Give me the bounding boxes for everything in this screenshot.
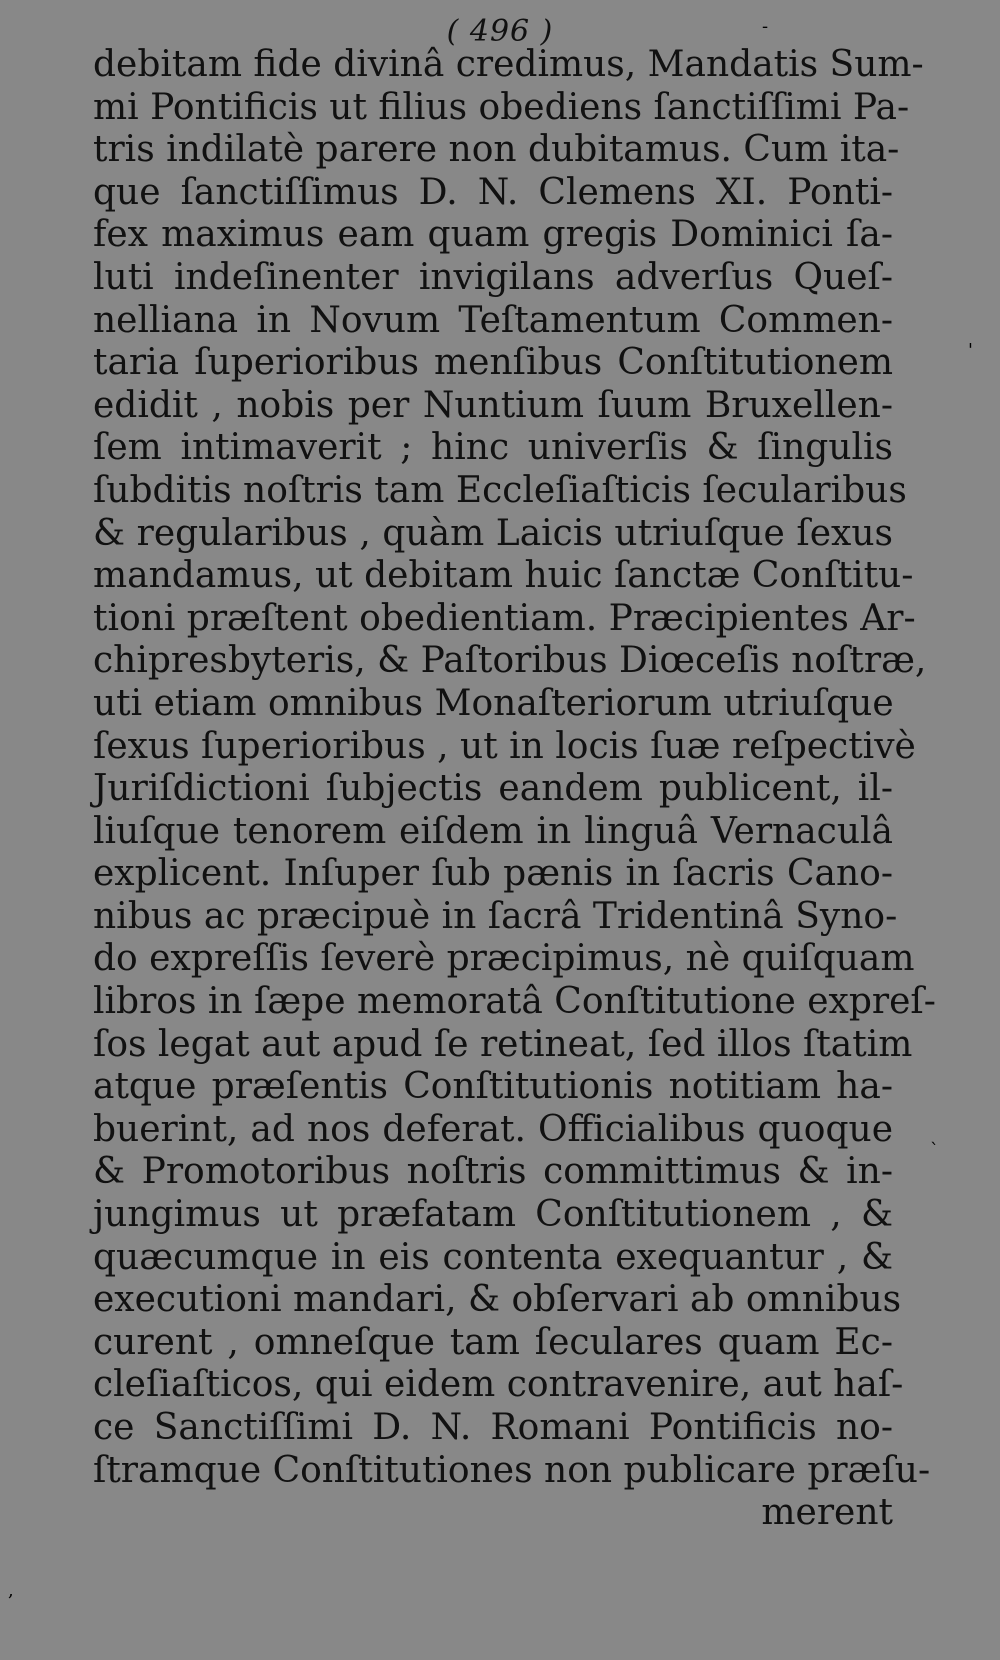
text-line: tioni præſtent obedientiam. Præcipientes Ar- [93,597,916,639]
page-number: ( 496 ) [446,14,554,49]
text-line: buerint, ad nos deferat. Officialibus quoque [93,1108,893,1150]
text-line: cleſiaſticos, qui eidem contravenire, aut haſ- [93,1364,904,1406]
text-line: mandamus, ut debitam huic ſanctæ Conſtitu- [93,555,914,597]
text-line: que ſanctiſſimus D. N. Clemens XI. Ponti- [93,171,893,213]
text-line: quæcumque in eis contenta exequantur , & [93,1236,893,1278]
text-line: explicent. Inſuper ſub pænis in ſacris Cano- [93,853,893,895]
text-line: ſexus ſuperioribus , ut in locis ſuæ reſpectivè [93,725,916,767]
text-line: chipresbyteris, & Paſtoribus Diœceſis noſtræ, [93,640,927,682]
speck-mark: ' [968,340,973,361]
text-line: executioni mandari, & obſervari ab omnibus [93,1279,902,1321]
text-line: edidit , nobis per Nuntium ſuum Bruxellen- [93,384,893,426]
speck-mark: ` [930,1140,939,1161]
text-line: debitam fide divinâ credimus, Mandatis Sum- [93,44,924,85]
text-line: ſem intimaverit ; hinc univerſis & ſingulis [93,427,893,469]
text-line: Juriſdictioni ſubjectis eandem publicent, il- [93,768,893,810]
text-line: & regularibus , quàm Laicis utriuſque ſexus [93,512,893,554]
speck-mark: , [8,1580,14,1601]
text-line: ſtramque Conſtitutiones non publicare præſu- [93,1449,931,1491]
speck-mark: - [762,16,769,37]
text-line: & Promotoribus noſtris committimus & in- [93,1151,893,1193]
body-text [93,44,936,1535]
text-line: ce Sanctiſſimi D. N. Romani Pontificis no- [93,1407,893,1448]
text-line: taria ſuperioribus menſibus Conſtitutionem [93,342,893,384]
text-line: mi Pontificis ut filius obediens ſanctiſſimi Pa- [93,86,910,128]
text-line: luti indeſinenter invigilans adverſus Queſ- [93,256,893,298]
text-line: jungimus ut præfatam Conſtitutionem , & [93,1194,893,1236]
text-line: tris indilatè parere non dubitamus. Cum ita- [93,129,900,171]
text-line: ſos legat aut apud ſe retineat, ſed illos ſtatim [93,1023,913,1065]
text-line: libros in ſæpe memoratâ Conſtitutione expreſ- [93,981,936,1023]
text-line: liuſque tenorem eiſdem in linguâ Vernaculâ [93,810,893,852]
catchword: merent [761,1492,893,1534]
text-line: do expreſſis ſeverè præcipimus, nè quiſquam [93,938,915,980]
text-line: fex maximus eam quam gregis Dominici ſa- [93,214,893,256]
text-line: curent , omneſque tam ſeculares quam Ec- [93,1321,893,1363]
text-line: nibus ac præcipuè in ſacrâ Tridentinâ Syno- [93,895,898,937]
text-line: uti etiam omnibus Monaſteriorum utriuſque [93,682,894,724]
text-line: atque præſentis Conſtitutionis notitiam ha- [93,1066,893,1108]
text-line: ſubditis noſtris tam Eccleſiaſticis ſecularibus [93,469,907,511]
text-line: nelliana in Novum Teſtamentum Commen- [93,299,893,341]
